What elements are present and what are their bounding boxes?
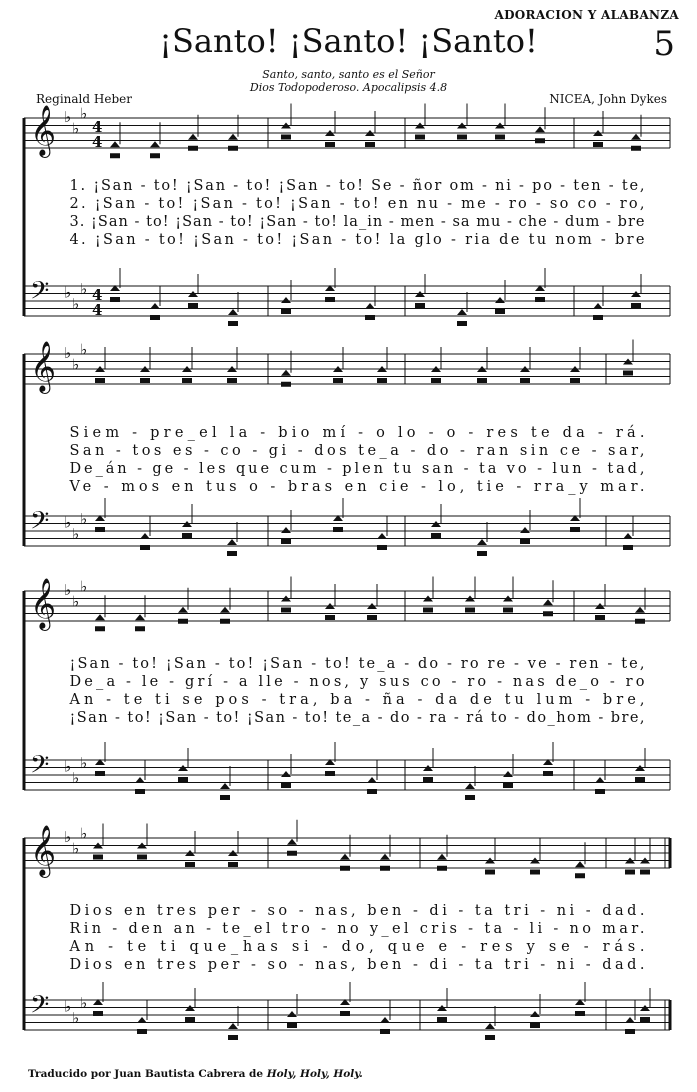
note bbox=[182, 347, 192, 383]
note bbox=[593, 286, 603, 320]
translation-credit bbox=[28, 1068, 363, 1080]
bass-clef-icon: 𝄢 bbox=[30, 506, 50, 542]
note bbox=[465, 766, 475, 800]
flat-sign-icon: ♭ bbox=[64, 108, 72, 126]
note bbox=[281, 104, 291, 140]
flat-sign-icon: ♭ bbox=[80, 509, 88, 528]
note bbox=[415, 104, 425, 140]
note bbox=[640, 839, 650, 875]
bass-clef-icon: 𝄢 bbox=[30, 750, 50, 786]
section-heading: ADORACION Y ALABANZA bbox=[494, 8, 679, 22]
flat-sign-icon: ♭ bbox=[64, 828, 72, 846]
credit-original-title: Holy, Holy, Holy. bbox=[266, 1068, 363, 1080]
note bbox=[477, 522, 487, 556]
lyric-line: 1. ¡San - to! ¡San - to! ¡San - to! Se - ñor om - ni - po - ten - te, bbox=[69, 178, 645, 194]
note bbox=[377, 516, 387, 550]
treble-clef-icon: 𝄞 bbox=[30, 825, 57, 876]
time-signature: 4 bbox=[92, 286, 103, 304]
note bbox=[228, 1006, 238, 1040]
note bbox=[575, 982, 585, 1016]
note bbox=[281, 577, 291, 613]
flat-sign-icon: ♭ bbox=[80, 577, 88, 596]
note bbox=[93, 824, 103, 860]
note bbox=[623, 340, 633, 376]
flat-sign-icon: ♭ bbox=[80, 824, 88, 843]
lyric-line: ¡San - to! ¡San - to! ¡San - to! te_a - do - ra - rá to - do_hom - bre, bbox=[69, 710, 645, 726]
bass-staff bbox=[24, 990, 670, 1030]
flat-sign-icon: ♭ bbox=[80, 104, 88, 123]
lyric-line: Rin - den an - te_el tro - no y_el cris - ta - li - no mar. bbox=[69, 921, 645, 937]
lyric-line: An - te ti se pos - tra, ba - ña - da de tu lum - bre, bbox=[69, 692, 645, 708]
note bbox=[477, 347, 487, 383]
note bbox=[431, 504, 441, 538]
note bbox=[325, 742, 335, 776]
scripture-reference: Dios Todopoderoso. Apocalipsis 4.8 bbox=[249, 81, 448, 94]
note bbox=[185, 831, 195, 867]
hymn-number: 5 bbox=[653, 24, 675, 64]
treble-clef-icon: 𝄞 bbox=[30, 341, 57, 392]
flat-sign-icon: ♭ bbox=[64, 513, 72, 532]
lyric-line: Dios en tres per - so - nas, ben - di - ta tri - ni - dad. bbox=[69, 903, 645, 919]
lyric-line: Siem - pre_el la - bio mí - o lo - o - res te da - rá. bbox=[69, 425, 645, 441]
time-signature: 4 bbox=[92, 301, 103, 319]
flat-sign-icon: ♭ bbox=[72, 355, 80, 374]
hymn-title: ¡Santo! ¡Santo! ¡Santo! bbox=[159, 22, 538, 60]
flat-sign-icon: ♭ bbox=[80, 340, 88, 359]
note bbox=[640, 988, 650, 1022]
note bbox=[188, 274, 198, 308]
lyric-line: 2. ¡San - to! ¡San - to! ¡San - to! en nu - me - ro - so co - ro, bbox=[69, 196, 645, 212]
music-system bbox=[24, 340, 670, 557]
music-system bbox=[24, 820, 670, 1040]
note bbox=[93, 982, 103, 1016]
note bbox=[595, 584, 605, 620]
note bbox=[150, 286, 160, 320]
bass-staff bbox=[24, 750, 670, 790]
lyricist: Reginald Heber bbox=[36, 92, 132, 106]
lyric-line: De_án - ge - les que cum - plen tu san - ta vo - lun - tad, bbox=[69, 461, 645, 477]
lyric-line: An - te ti que_has si - do, que e - res y se - rás. bbox=[69, 939, 645, 955]
note bbox=[365, 286, 375, 320]
note bbox=[95, 498, 105, 532]
note bbox=[415, 274, 425, 308]
note bbox=[182, 504, 192, 538]
flat-sign-icon: ♭ bbox=[72, 768, 80, 787]
treble-clef-icon: 𝄞 bbox=[30, 578, 57, 629]
note bbox=[137, 1000, 147, 1034]
note bbox=[570, 347, 580, 383]
bass-clef-icon: 𝄢 bbox=[30, 276, 50, 312]
note bbox=[503, 577, 513, 613]
note bbox=[325, 268, 335, 302]
note bbox=[423, 577, 433, 613]
note bbox=[495, 104, 505, 140]
flat-sign-icon: ♭ bbox=[72, 524, 80, 543]
note bbox=[228, 292, 238, 326]
treble-staff bbox=[24, 340, 670, 394]
flat-sign-icon: ♭ bbox=[64, 581, 72, 599]
note bbox=[625, 839, 635, 875]
bass-staff bbox=[24, 506, 670, 546]
treble-staff bbox=[24, 104, 670, 158]
note bbox=[623, 516, 633, 550]
note bbox=[520, 347, 530, 383]
lyric-line: Ve - mos en tus o - bras en cie - lo, tie - rra_y mar. bbox=[69, 479, 645, 495]
treble-staff bbox=[24, 577, 670, 631]
note bbox=[178, 748, 188, 782]
lyric-line: ¡San - to! ¡San - to! ¡San - to! te_a - do - ro re - ve - ren - te, bbox=[69, 656, 645, 672]
note bbox=[457, 104, 467, 140]
note bbox=[227, 522, 237, 556]
subtitle-line: Santo, santo, santo es el Señor bbox=[262, 68, 435, 81]
note bbox=[625, 1000, 635, 1034]
lyric-line: De_a - le - grí - a lle - nos, y sus co - ro - nas de_o - ro bbox=[69, 674, 645, 690]
note bbox=[140, 347, 150, 383]
note bbox=[437, 988, 447, 1022]
note bbox=[543, 742, 553, 776]
flat-sign-icon: ♭ bbox=[64, 344, 72, 362]
bass-clef-icon: 𝄢 bbox=[30, 990, 50, 1026]
flat-sign-icon: ♭ bbox=[80, 753, 88, 772]
note bbox=[220, 766, 230, 800]
bass-staff bbox=[24, 276, 670, 319]
note bbox=[631, 274, 641, 308]
note bbox=[465, 577, 475, 613]
note bbox=[228, 831, 238, 867]
credit-prefix: Traducido por Juan Bautista Cabrera de bbox=[28, 1068, 264, 1080]
note bbox=[137, 824, 147, 860]
flat-sign-icon: ♭ bbox=[80, 993, 88, 1012]
composer: NICEA, John Dykes bbox=[549, 92, 667, 106]
note bbox=[340, 982, 350, 1016]
time-signature: 4 bbox=[92, 118, 103, 136]
flat-sign-icon: ♭ bbox=[72, 592, 80, 611]
flat-sign-icon: ♭ bbox=[64, 283, 72, 302]
note bbox=[635, 748, 645, 782]
note bbox=[135, 760, 145, 794]
note bbox=[110, 268, 120, 302]
note bbox=[367, 584, 377, 620]
systems-layer bbox=[24, 104, 670, 1041]
note bbox=[95, 347, 105, 383]
flat-sign-icon: ♭ bbox=[80, 279, 88, 298]
note bbox=[377, 347, 387, 383]
note bbox=[535, 268, 545, 302]
music-system bbox=[24, 104, 670, 327]
note bbox=[530, 839, 540, 875]
flat-sign-icon: ♭ bbox=[64, 997, 72, 1016]
note bbox=[593, 111, 603, 147]
note bbox=[367, 760, 377, 794]
flat-sign-icon: ♭ bbox=[72, 119, 80, 138]
note bbox=[457, 292, 467, 326]
time-signature: 4 bbox=[92, 133, 103, 151]
note bbox=[140, 516, 150, 550]
lyric-line: Dios en tres per - so - nas, ben - di - ta tri - ni - dad. bbox=[69, 957, 645, 973]
note bbox=[380, 1000, 390, 1034]
note bbox=[333, 498, 343, 532]
note bbox=[95, 742, 105, 776]
note bbox=[227, 347, 237, 383]
flat-sign-icon: ♭ bbox=[72, 1008, 80, 1027]
music-system bbox=[24, 577, 670, 801]
note bbox=[423, 748, 433, 782]
flat-sign-icon: ♭ bbox=[72, 839, 80, 858]
lyric-line: San - tos es - co - gi - dos te_a - do - ran sin ce - sar, bbox=[69, 443, 645, 459]
note bbox=[365, 111, 375, 147]
note bbox=[333, 347, 343, 383]
note bbox=[431, 347, 441, 383]
note bbox=[325, 584, 335, 620]
note bbox=[570, 498, 580, 532]
note bbox=[485, 839, 495, 875]
lyric-line: 4. ¡San - to! ¡San - to! ¡San - to! la glo - ria de tu nom - bre bbox=[69, 232, 645, 248]
note bbox=[325, 111, 335, 147]
flat-sign-icon: ♭ bbox=[64, 757, 72, 776]
flat-sign-icon: ♭ bbox=[72, 294, 80, 313]
note bbox=[595, 760, 605, 794]
note bbox=[485, 1006, 495, 1040]
treble-clef-icon: 𝄞 bbox=[30, 105, 57, 156]
lyric-line: 3. ¡San - to! ¡San - to! ¡San - to! la_in - men - sa mu - che - dum - bre bbox=[69, 214, 645, 230]
note bbox=[185, 988, 195, 1022]
